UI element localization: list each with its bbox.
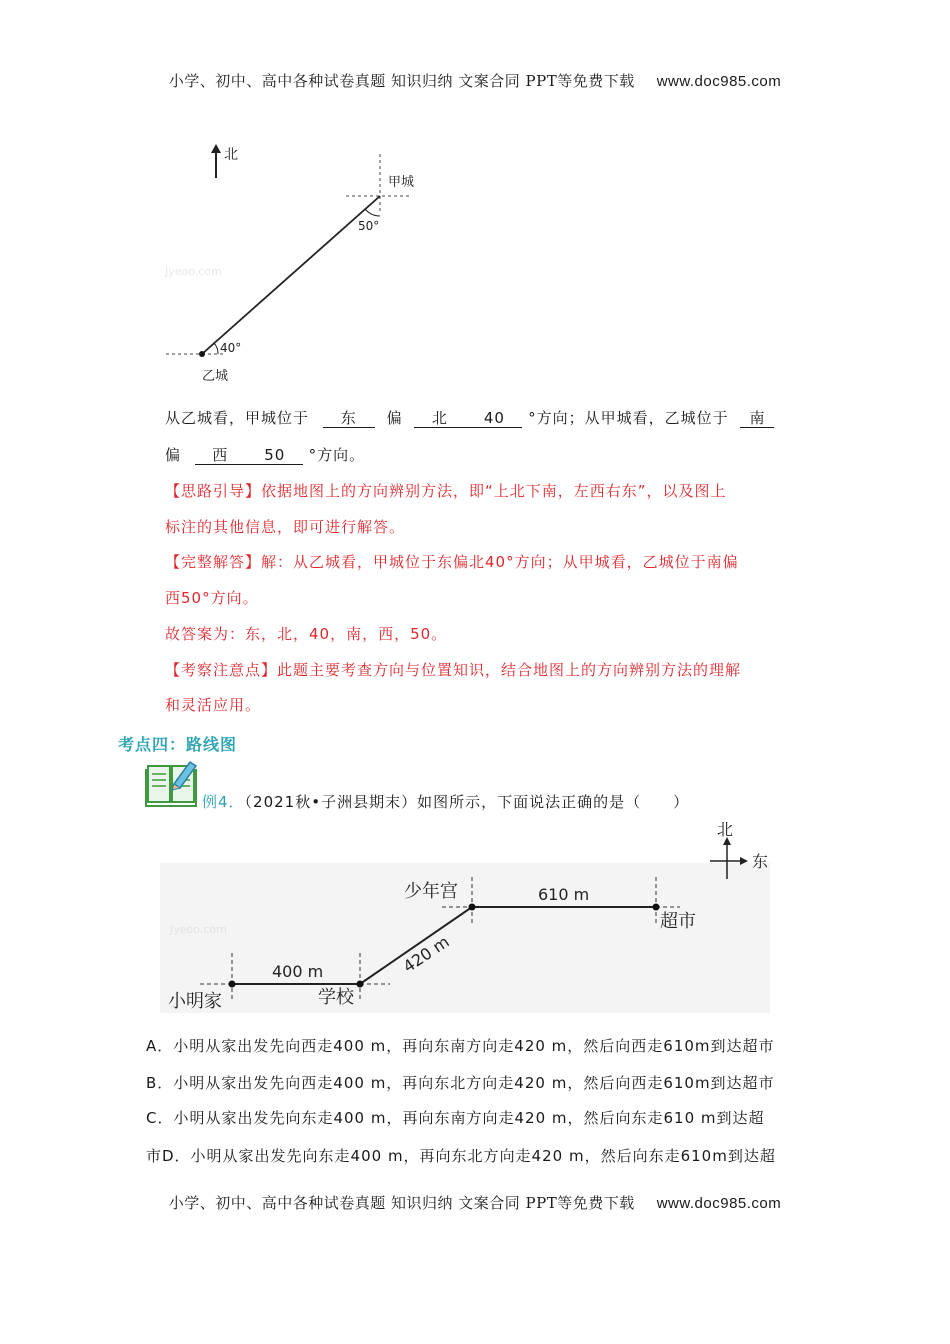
answer-line [165, 623, 447, 644]
example-label: 例4． [202, 793, 245, 811]
q1-text-5: °方向。 [308, 446, 366, 464]
answer-blank-5: 西 [212, 446, 229, 464]
example-line [202, 791, 689, 812]
book-pencil-icon [144, 760, 200, 808]
option-a[interactable]: A．小明从家出发先向西走400 m，再向东南方向走420 m，然后向西走610m到达超市 [146, 1037, 775, 1055]
watermark: Jyeoo.com [165, 265, 222, 278]
hint-label-solution: 【完整解答】 [165, 553, 262, 571]
hint-text: 依据地图上的方向辨别方法，即“上北下南，左西右东”，以及图上 [261, 482, 727, 500]
map-background [160, 863, 770, 1013]
angle-a-label: 50° [358, 219, 380, 233]
solution-line-2 [165, 587, 259, 608]
angle-a-arc [365, 209, 380, 216]
north-arrow-icon [211, 144, 221, 153]
q1-text-1: 从乙城看，甲城位于 [165, 409, 310, 427]
angle-b-label: 40° [220, 341, 242, 355]
note-line-1 [165, 659, 741, 680]
distance-420: 420 m [399, 931, 453, 977]
page-footer [0, 1192, 950, 1213]
north-label: 北 [224, 147, 238, 163]
note-text: 和灵活应用。 [165, 696, 262, 714]
city-a-label: 甲城 [388, 175, 415, 190]
route-line [202, 196, 380, 354]
header-text: 小学、初中、高中各种试卷真题 知识归纳 文案合同 PPT等免费下载 [168, 72, 635, 90]
answer-blank-3: 40 [483, 409, 505, 427]
home-label: 小明家 [168, 991, 222, 1012]
direction-diagram [160, 140, 430, 390]
section-title: 考点四：路线图 [118, 735, 238, 754]
solution-text: 西50°方向。 [165, 589, 259, 607]
header-url[interactable]: www.doc985.com [656, 73, 782, 90]
angle-b-arc [214, 343, 218, 354]
market-dot [653, 904, 660, 911]
hint-text: 标注的其他信息，即可进行解答。 [165, 518, 406, 536]
hint-label-thinking: 【思路引导】 [165, 482, 262, 500]
page-header [0, 70, 950, 91]
answer-blank-4: 南 [740, 409, 774, 428]
watermark: Jyeoo.com [170, 923, 227, 936]
route-map [160, 815, 800, 1015]
answer-blank-6: 50 [264, 446, 286, 464]
answer-blank-2-3 [414, 409, 522, 428]
note-text: 此题主要考查方向与位置知识，结合地图上的方向辨别方法的理解 [277, 661, 742, 679]
market-label: 超市 [660, 911, 696, 932]
footer-text: 小学、初中、高中各种试卷真题 知识归纳 文案合同 PPT等免费下载 [168, 1194, 635, 1212]
distance-610: 610 m [538, 885, 590, 904]
home-dot [229, 981, 236, 988]
school-dot [357, 981, 364, 988]
city-b-dot [199, 351, 205, 357]
palace-label: 少年宫 [404, 881, 458, 902]
note-line-2 [165, 694, 261, 715]
answer-text: 故答案为：东，北，40，南，西，50。 [165, 625, 448, 643]
q1-text-4: 偏 [165, 446, 182, 464]
question-line-2 [165, 444, 365, 465]
solution-line-1 [165, 551, 739, 572]
hint-line-1 [165, 480, 727, 501]
answer-blank-1: 东 [323, 409, 375, 428]
hint-label-note: 【考察注意点】 [165, 661, 278, 679]
example-text: （2021秋•子洲县期末）如图所示，下面说法正确的是（ ） [244, 793, 690, 811]
option-c[interactable]: C．小明从家出发先向东走400 m，再向东南方向走420 m，然后向东走610 m到达超 [146, 1109, 765, 1127]
q1-text-2: 偏 [386, 409, 403, 427]
question-line-1 [165, 407, 774, 428]
compass-east-label: 东 [752, 852, 769, 871]
option-d[interactable]: 市D．小明从家出发先向东走400 m，再向东北方向走420 m，然后向东走610m到达超 [146, 1147, 776, 1165]
answer-blank-5-6 [195, 446, 303, 465]
q1-text-3: °方向；从甲城看，乙城位于 [528, 409, 729, 427]
distance-400: 400 m [272, 962, 324, 981]
solution-text: 解：从乙城看，甲城位于东偏北40°方向；从甲城看，乙城位于南偏 [261, 553, 739, 571]
compass-north-label: 北 [717, 820, 734, 839]
school-label: 学校 [318, 987, 354, 1008]
footer-url[interactable]: www.doc985.com [656, 1195, 782, 1212]
city-b-label: 乙城 [202, 369, 229, 384]
hint-line-2 [165, 516, 405, 537]
palace-dot [469, 904, 476, 911]
option-b[interactable]: B．小明从家出发先向西走400 m，再向东北方向走420 m，然后向西走610m到达超市 [146, 1074, 775, 1092]
answer-blank-2: 北 [431, 409, 448, 427]
